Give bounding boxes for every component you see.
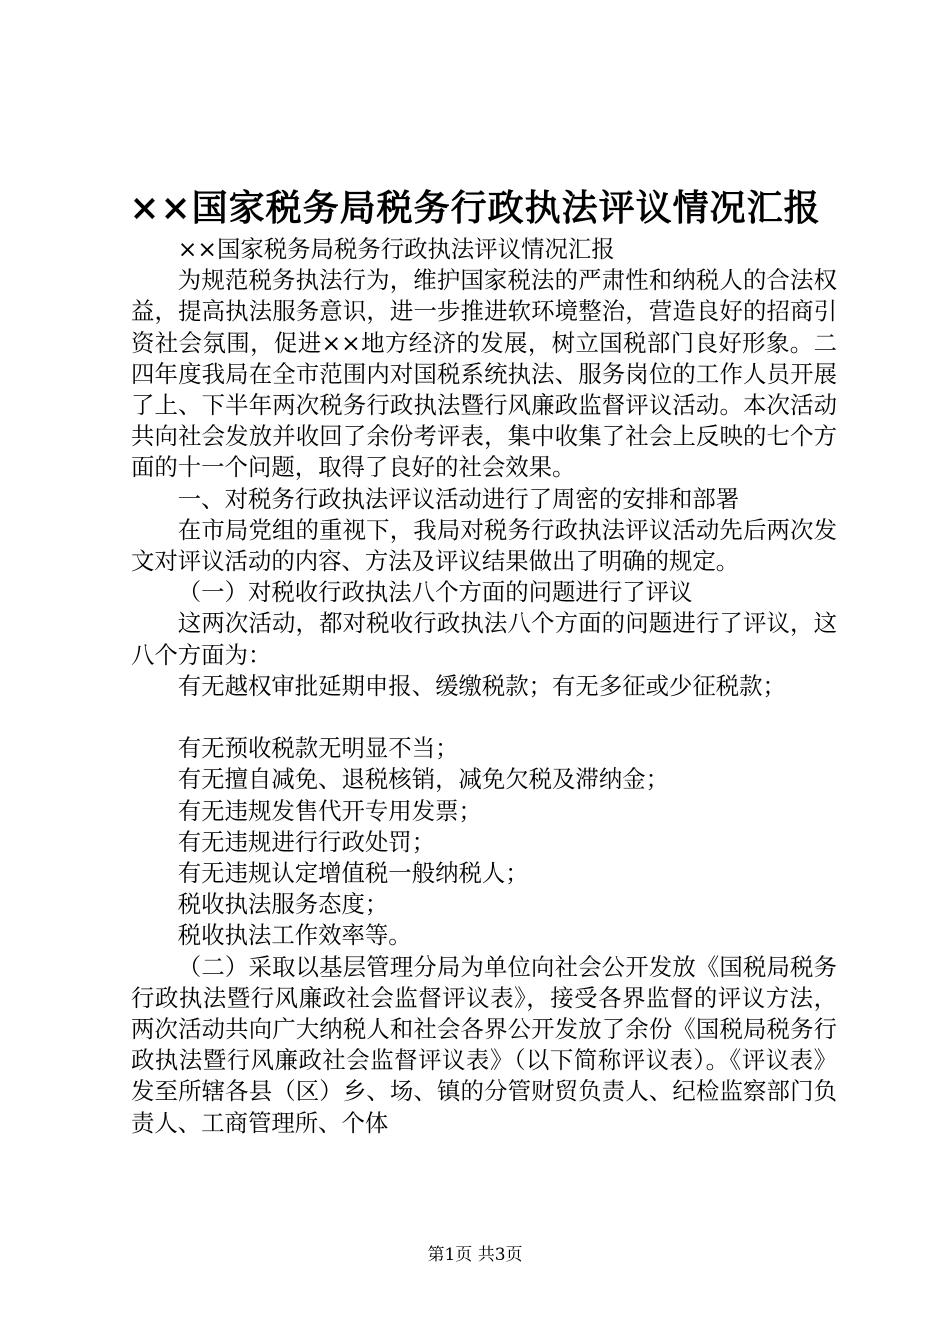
document-body [131,234,837,1139]
list-item: 有无违规进行行政处罚； [177,827,436,856]
list-item: 税收执法工作效率等。 [177,921,412,950]
document-title: ××国家税务局税务行政执法评议情况汇报 [129,187,821,229]
intro-paragraph: 为规范税务执法行为，维护国家税法的严肃性和纳税人的合法权益，提高执法服务意识，进一步推进软环境整治，营造良好的招商引资社会氛围，促进××地方经济的发展，树立国税部门良好形象。二四年度我局在全市范围内对国税系统执法、服务岗位的工作人员开展了上、下半年两次税务行政执法暨行风廉政监督评议活动。本次活动共向社会发放并收回了余份考评表，集中收集了社会上反映的七个方面的十一个问题，取得了良好的社会效果。 [131,266,837,482]
subsection-heading-2-paragraph: （二）采取以基层管理分局为单位向社会公开发放《国税局税务行政执法暨行风廉政社会监督评议表》，接受各界监督的评议方法，两次活动共向广大纳税人和社会各界公开发放了余份《国税局税务行政执法暨行风廉政社会监督评议表》（以下简称评议表）。《评议表》发至所辖各县（区）乡、场、镇的分管财贸负责人、纪检监察部门负责人、工商管理所、个体 [131,952,837,1137]
list-item: 有无违规发售代开专用发票； [177,796,482,825]
subsection-heading-1: （一）对税收行政执法八个方面的问题进行了评议 [177,578,693,607]
list-item: 税收执法服务态度； [177,890,389,919]
body-paragraph: 这两次活动，都对税收行政执法八个方面的问题进行了评议，这八个方面为： [131,609,837,669]
list-item: 有无违规认定增值税一般纳税人； [177,859,529,888]
body-paragraph: 在市局党组的重视下，我局对税务行政执法评议活动先后两次发文对评议活动的内容、方法及评议结果做出了明确的规定。 [131,515,837,576]
section-heading-1: 一、对税务行政执法评议活动进行了周密的安排和部署 [177,484,740,513]
list-item: 有无预收税款无明显不当； [177,734,459,763]
blank-line [131,702,837,733]
page-footer: 第1页 共3页 [427,1245,523,1265]
list-item: 有无擅自减免、退税核销，减免欠税及滞纳金； [177,765,669,794]
subtitle-paragraph: ××国家税务局税务行政执法评议情况汇报 [177,235,615,263]
list-item: 有无越权审批延期申报、缓缴税款；有无多征或少征税款； [177,671,786,700]
